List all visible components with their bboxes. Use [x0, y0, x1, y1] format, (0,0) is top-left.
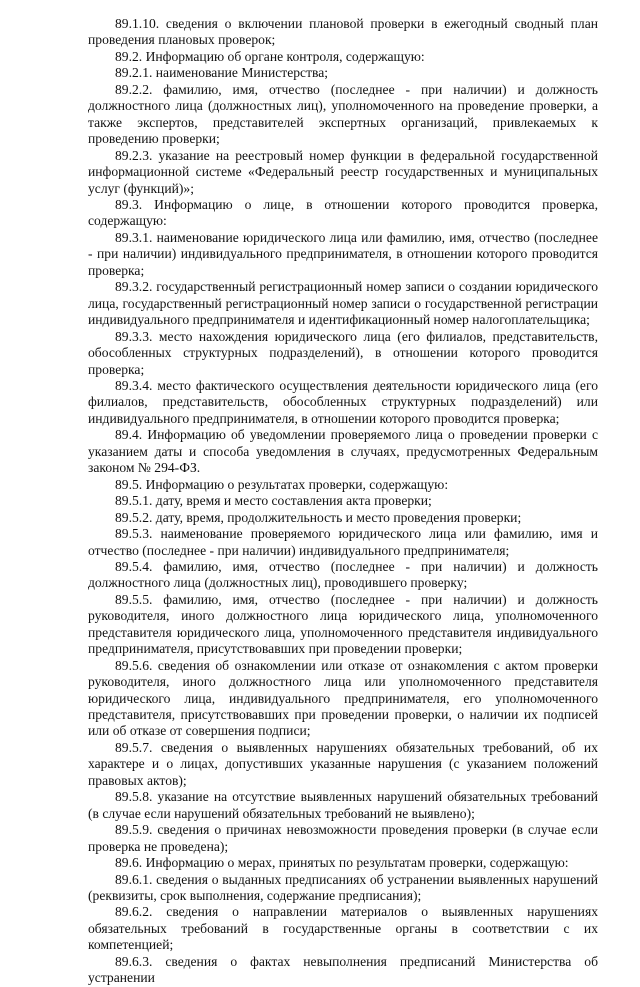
paragraph-89-5-4: 89.5.4. фамилию, имя, отчество (последнее - при наличии) и должность должностного лица (должностных лиц), проводившего проверку;	[88, 558, 598, 591]
paragraph-89-2: 89.2. Информацию об органе контроля, содержащую:	[115, 48, 425, 64]
paragraph-89-2-1: 89.2.1. наименование Министерства;	[115, 65, 329, 81]
paragraph-89-3-3: 89.3.3. место нахождения юридического лица (его филиалов, представительств, обособленных структурных подразделений), в отношении которого проводится проверка;	[88, 328, 598, 377]
paragraph-89-1-10: 89.1.10. сведения о включении плановой проверки в ежегодный сводный план проведения плановых проверок;	[88, 16, 598, 48]
paragraph-89-2-3: 89.2.3. указание на реестровый номер функции в федеральной государственной информационной системе «Федеральный реестр государственных и муниципальных услуг (функций)»;	[88, 147, 598, 196]
paragraph-89-2-2: 89.2.2. фамилию, имя, отчество (последнее - при наличии) и должность должностного лица (должностных лиц), уполномоченного на проведение проверки, а также экспертов, представителей экспертных организаций, привлекаемых к проведению проверки;	[88, 81, 598, 147]
paragraph-89-5-7: 89.5.7. сведения о выявленных нарушениях обязательных требований, об их характере и о лицах, допустивших указанные нарушения (с указанием положений правовых актов);	[88, 739, 598, 788]
document-page	[88, 16, 598, 987]
paragraph-89-6-1: 89.6.1. сведения о выданных предписаниях об устранении выявленных нарушений (реквизиты, срок выполнения, содержание предписания);	[88, 871, 598, 904]
paragraph-89-6: 89.6. Информацию о мерах, принятых по результатам проверки, содержащую:	[115, 855, 569, 871]
paragraph-89-5-5: 89.5.5. фамилию, имя, отчество (последнее - при наличии) и должность руководителя, иного должностного лица юридического лица, уполномоченного представителя юридического лица, уполномоченного представителя индивидуального предпринимателя, присутствовавших при проведении проверки;	[88, 591, 598, 657]
paragraph-89-3-1: 89.3.1. наименование юридического лица или фамилию, имя, отчество (последнее - при наличии) индивидуального предпринимателя, в отношении которого проводится проверка;	[88, 229, 598, 278]
paragraph-89-5-1: 89.5.1. дату, время и место составления акта проверки;	[115, 493, 432, 509]
paragraph-89-3-2: 89.3.2. государственный регистрационный номер записи о создании юридического лица, государственный регистрационный номер записи о государственной регистрации индивидуального предпринимателя и идентификационный номер налогоплательщика;	[88, 279, 598, 328]
paragraph-89-5-6: 89.5.6. сведения об ознакомлении или отказе от ознакомления с актом проверки руководителя, иного должностного лица или уполномоченного представителя юридического лица, индивидуального предпринимателя, его уполномоченного представителя, присутствовавших при проведении проверки, о наличии их подписей или об отказе от совершения подписи;	[88, 657, 598, 739]
paragraph-89-5: 89.5. Информацию о результатах проверки, содержащую:	[115, 476, 449, 492]
paragraph-89-5-9: 89.5.9. сведения о причинах невозможности проведения проверки (в случае если проверка не проведена);	[88, 822, 598, 854]
paragraph-89-4: 89.4. Информацию об уведомлении проверяемого лица о проведении проверки с указанием даты и способа уведомления в случаях, предусмотренных Федеральным законом № 294-ФЗ.	[88, 427, 598, 476]
paragraph-89-6-3: 89.6.3. сведения о фактах невыполнения предписаний Министерства об устранении	[88, 953, 598, 986]
paragraph-89-5-2: 89.5.2. дату, время, продолжительность и место проведения проверки;	[115, 509, 522, 525]
paragraph-89-6-2: 89.6.2. сведения о направлении материалов о выявленных нарушениях обязательных требований в государственные органы в соответствии с их компетенцией;	[88, 904, 598, 953]
paragraph-89-3: 89.3. Информацию о лице, в отношении которого проводится проверка, содержащую:	[88, 196, 598, 229]
paragraph-89-3-4: 89.3.4. место фактического осуществления деятельности юридического лица (его филиалов, представительств, обособленных структурных подразделений) или индивидуального предпринимателя, в отношении которого проводится проверка;	[88, 377, 598, 426]
paragraph-89-5-3: 89.5.3. наименование проверяемого юридического лица или фамилию, имя и отчество (последнее - при наличии) индивидуального предпринимателя;	[88, 526, 598, 558]
paragraph-89-5-8: 89.5.8. указание на отсутствие выявленных нарушений обязательных требований (в случае если нарушений обязательных требований не выявлено);	[88, 789, 598, 821]
